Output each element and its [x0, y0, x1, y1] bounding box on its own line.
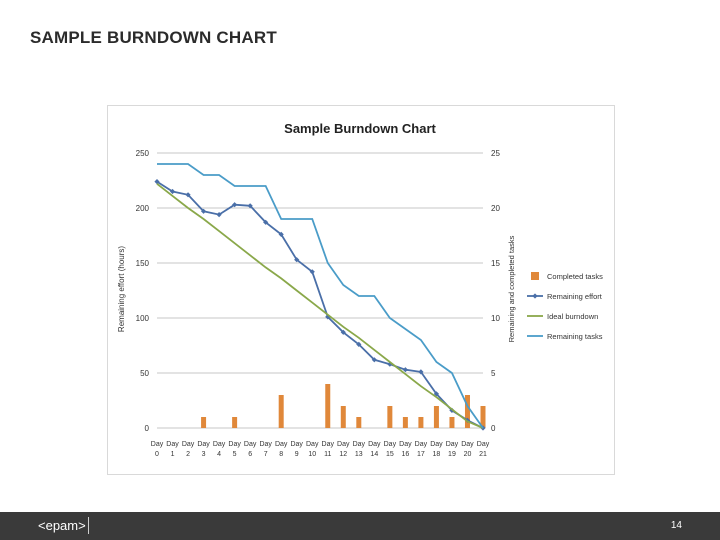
completed-tasks-bar [201, 417, 206, 428]
x-tick-prefix: Day [368, 441, 381, 448]
x-tick-prefix: Day [228, 441, 241, 448]
x-tick-label: 21 [479, 451, 487, 458]
x-tick-label: 8 [279, 451, 284, 458]
completed-tasks-bar [387, 406, 392, 428]
footer-bar [0, 512, 720, 540]
x-tick-prefix: Day [306, 441, 319, 448]
x-tick-label: 18 [432, 451, 441, 458]
completed-tasks-bar [403, 417, 408, 428]
right-tick-label: 0 [491, 424, 496, 433]
right-tick-label: 20 [491, 204, 500, 213]
completed-tasks-bar [434, 406, 439, 428]
x-tick-label: 6 [248, 451, 253, 458]
legend-label: Completed tasks [547, 272, 603, 281]
x-tick-prefix: Day [166, 441, 179, 448]
x-tick-label: 1 [170, 451, 175, 458]
completed-tasks-bars [201, 384, 485, 428]
page-number: 14 [670, 520, 682, 531]
completed-tasks-bar [279, 395, 284, 428]
x-tick-prefix: Day [399, 441, 412, 448]
left-tick-label: 250 [135, 149, 149, 158]
epam-logo: <epam> [38, 518, 86, 533]
left-tick-label: 200 [135, 204, 149, 213]
left-axis-label: Remaining effort (hours) [117, 245, 126, 333]
legend-label: Remaining effort [547, 292, 602, 301]
x-tick-prefix: Day [414, 441, 428, 448]
right-tick-label: 25 [491, 149, 500, 158]
x-tick-prefix: Day [197, 441, 210, 448]
x-tick-label: 7 [263, 451, 268, 458]
remaining-effort-line [157, 182, 483, 428]
left-tick-label: 150 [135, 259, 149, 268]
x-tick-label: 4 [217, 451, 222, 458]
x-tick-label: 0 [155, 451, 159, 458]
x-tick-label: 10 [308, 451, 317, 458]
gridlines [157, 153, 483, 428]
x-tick-label: 20 [463, 451, 472, 458]
completed-tasks-bar [356, 417, 361, 428]
completed-tasks-bar [341, 406, 346, 428]
x-tick-prefix: Day [352, 441, 366, 448]
x-tick-prefix: Day [337, 441, 350, 448]
x-tick-prefix: Day [243, 441, 257, 448]
chart-legend [527, 272, 603, 341]
completed-tasks-bar [449, 417, 454, 428]
completed-tasks-bar [232, 417, 237, 428]
x-axis-ticks [151, 441, 490, 458]
x-tick-label: 15 [385, 451, 394, 458]
chart-title: Sample Burndown Chart [284, 121, 436, 136]
x-tick-prefix: Day [383, 441, 397, 448]
right-tick-label: 10 [491, 314, 500, 323]
left-axis-ticks [136, 149, 150, 433]
x-tick-label: 14 [370, 451, 379, 458]
left-tick-label: 100 [135, 314, 149, 323]
x-tick-prefix: Day [290, 441, 303, 448]
x-tick-label: 2 [186, 451, 191, 458]
x-tick-label: 9 [294, 451, 299, 458]
left-tick-label: 50 [140, 369, 149, 378]
x-tick-label: 19 [448, 451, 456, 458]
x-tick-prefix: Day [181, 441, 195, 448]
x-tick-label: 5 [232, 451, 237, 458]
remaining-effort-marker [403, 367, 408, 372]
x-tick-label: 12 [339, 451, 348, 458]
x-tick-prefix: Day [212, 441, 226, 448]
slide-title: SAMPLE BURNDOWN CHART [30, 28, 277, 47]
x-tick-label: 16 [401, 451, 410, 458]
x-tick-prefix: Day [476, 441, 490, 448]
x-tick-label: 17 [417, 451, 425, 458]
x-tick-label: 13 [354, 451, 363, 458]
x-tick-prefix: Day [430, 441, 443, 448]
footer-separator [88, 517, 89, 534]
x-tick-prefix: Day [274, 441, 288, 448]
legend-marker [532, 293, 537, 298]
right-tick-label: 15 [491, 259, 500, 268]
x-tick-prefix: Day [150, 441, 164, 448]
x-tick-label: 11 [324, 451, 332, 458]
legend-swatch [531, 272, 539, 280]
x-tick-prefix: Day [321, 441, 334, 448]
x-tick-prefix: Day [461, 441, 474, 448]
burndown-chart [108, 106, 614, 474]
legend-label: Ideal burndown [547, 312, 599, 321]
x-tick-prefix: Day [445, 441, 459, 448]
completed-tasks-bar [325, 384, 330, 428]
right-axis-label: Remaining and completed tasks [507, 235, 516, 343]
completed-tasks-bar [418, 417, 423, 428]
left-tick-label: 0 [144, 424, 149, 433]
right-axis-ticks [491, 149, 500, 433]
legend-label: Remaining tasks [547, 332, 603, 341]
x-tick-label: 3 [201, 451, 206, 458]
right-tick-label: 5 [491, 369, 496, 378]
series-lines [154, 164, 485, 431]
chart-frame [107, 105, 615, 475]
x-tick-prefix: Day [259, 441, 272, 448]
